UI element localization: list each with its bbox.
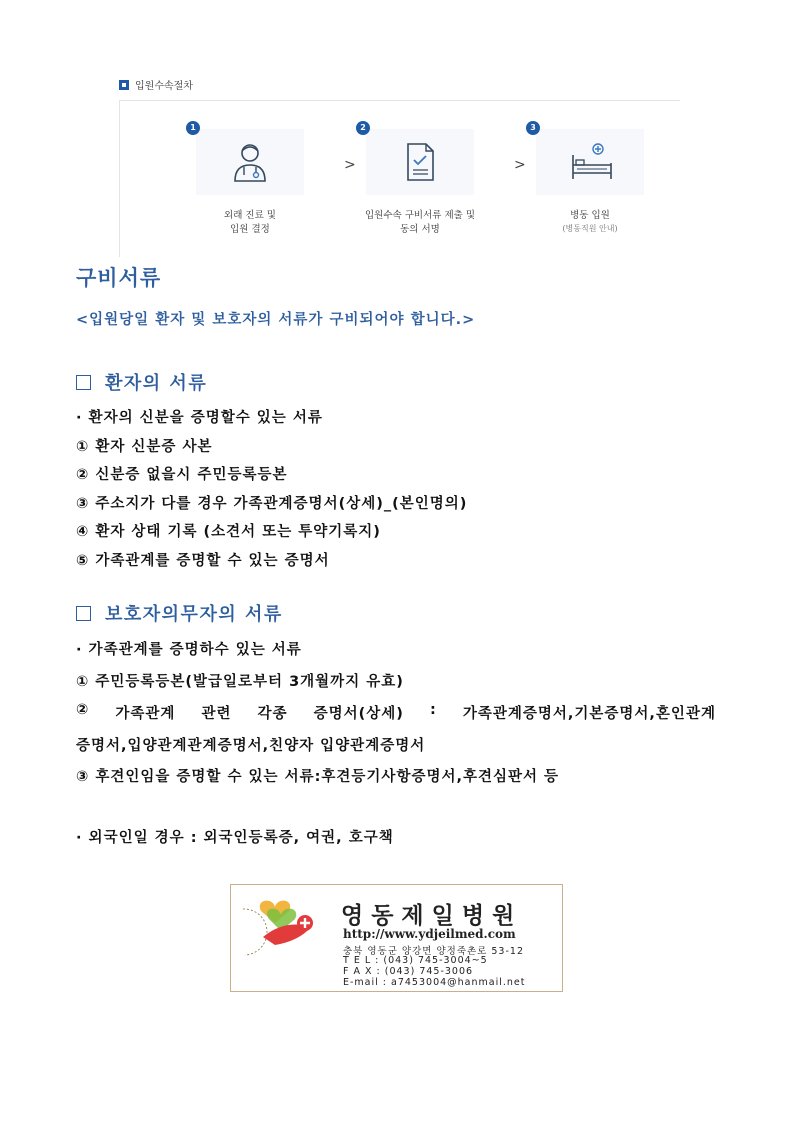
hospital-address: 충북 영동군 양강면 양정죽촌로 53-12: [343, 946, 524, 957]
step-arrow-1: >: [344, 157, 356, 173]
hospital-logo-icon: [233, 889, 337, 989]
step-caption: 병동 입원: [570, 210, 610, 221]
step-caption: 입원수속 구비서류 제출 및 동의 서명: [364, 210, 475, 235]
word: 증명서(상세): [313, 706, 404, 722]
guardian-line-2b: 증명서,입양관계관계증명서,친양자 입양관계증명서: [76, 738, 426, 754]
foreigner-line: · 외국인일 경우 : 외국인등록증, 여권, 호구책: [76, 830, 394, 846]
step-subcaption: (병동직원 안내): [562, 224, 618, 233]
step-number: 1: [186, 121, 200, 135]
process-step-2: [330, 123, 510, 237]
word: 가족관계: [115, 706, 176, 722]
hospital-business-card: [230, 884, 563, 992]
hospital-url: http://www.ydjeilmed.com: [343, 927, 516, 941]
step-tile: [530, 123, 644, 195]
guardian-intro: · 가족관계를 증명하수 있는 서류: [76, 642, 302, 658]
checkbox-square-icon: [76, 375, 91, 390]
step-tile: [190, 123, 304, 195]
hospital-bed-icon: [570, 141, 614, 183]
doctor-icon: [230, 141, 270, 183]
patient-line: · 환자의 신분을 증명할수 있는 서류: [76, 410, 323, 426]
word: 관련: [201, 706, 232, 722]
patient-line: ④ 환자 상태 기록 (소견서 또는 투약기록지): [76, 524, 381, 540]
word: ②: [76, 702, 90, 718]
process-panel: [119, 100, 680, 257]
step-number: 2: [356, 121, 370, 135]
page-title: 구비서류: [76, 266, 162, 290]
step-arrow-2: >: [514, 157, 526, 173]
process-step-3: [500, 123, 680, 235]
patient-line: ③ 주소지가 다를 경우 가족관계증명서(상세)_(본인명의): [76, 496, 468, 512]
guardian-line-1: ① 주민등록등본(발급일로부터 3개월까지 유효): [76, 674, 404, 690]
step-tile: [360, 123, 474, 195]
guardian-section-heading: [76, 600, 283, 626]
notice-text: <입원당일 환자 및 보호자의 서류가 구비되어야 합니다.>: [76, 312, 476, 328]
word: 가족관계증명서,기본증명서,혼인관계: [462, 706, 716, 722]
patient-line: ① 환자 신분증 사본: [76, 439, 213, 455]
word: :: [429, 702, 437, 718]
hospital-email: E-mail : a7453004@hanmail.net: [343, 977, 526, 988]
section-heading-label: 보호자의무자의 서류: [105, 604, 283, 625]
patient-line: ⑤ 가족관계를 증명할 수 있는 증명서: [76, 553, 330, 569]
step-number: 3: [526, 121, 540, 135]
section-heading-label: 환자의 서류: [105, 373, 208, 394]
step-caption: 외래 진료 및 입원 결정: [224, 210, 276, 235]
process-header-label: 입원수속절차: [135, 81, 193, 92]
guardian-line-3: ③ 후견인임을 증명할 수 있는 서류:후견등기사항증명서,후견심판서 등: [76, 769, 560, 785]
guardian-line-2: [76, 702, 716, 723]
process-header: [119, 77, 193, 92]
patient-section-heading: [76, 369, 207, 395]
square-bullet-icon: [119, 80, 129, 90]
hospital-name: 영동제일병원: [341, 902, 523, 929]
checkbox-square-icon: [76, 606, 91, 621]
document-icon: [400, 141, 440, 183]
hospital-fax: F A X : (043) 745-3006: [343, 966, 474, 977]
process-step-1: [160, 123, 340, 237]
word: 각종: [257, 706, 288, 722]
patient-line: ② 신분증 없을시 주민등록등본: [76, 467, 288, 483]
hospital-tel: T E L : (043) 745-3004~5: [343, 955, 488, 966]
